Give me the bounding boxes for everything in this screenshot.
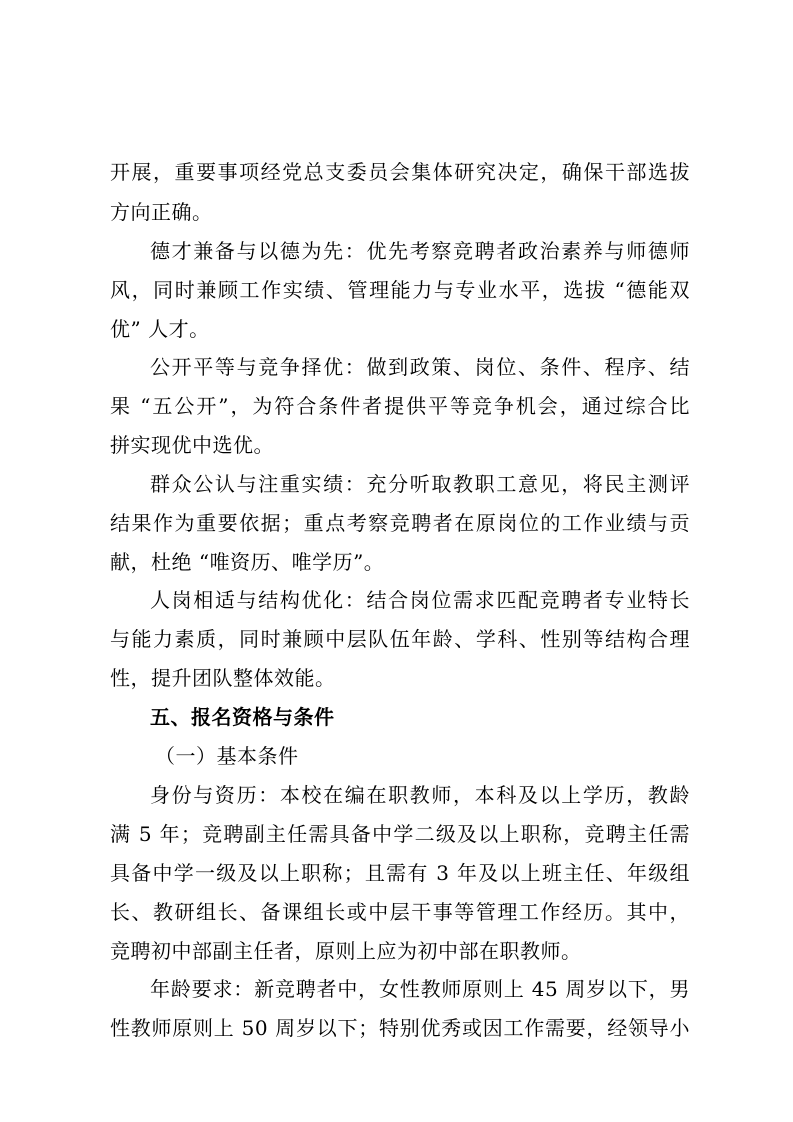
paragraph-line: 具备中学一级及以上职称；且需有 3 年及以上班主任、年级组 — [110, 861, 690, 885]
section-heading: 五、报名资格与条件 — [150, 705, 335, 729]
paragraph-line: 公开平等与竞争择优：做到政策、岗位、条件、程序、结 — [150, 355, 690, 379]
paragraph-line: 身份与资历：本校在编在职教师，本科及以上学历，教龄 — [150, 783, 690, 807]
paragraph-line: 与能力素质，同时兼顾中层队伍年龄、学科、性别等结构合理 — [110, 627, 690, 651]
paragraph-line: 结果作为重要依据；重点考察竞聘者在原岗位的工作业绩与贡 — [110, 511, 690, 535]
paragraph-line: 德才兼备与以德为先：优先考察竞聘者政治素养与师德师 — [150, 239, 690, 263]
paragraph-line: 性，提升团队整体效能。 — [110, 666, 336, 690]
paragraph-line: 人岗相适与结构优化：结合岗位需求匹配竞聘者专业特长 — [150, 588, 690, 612]
paragraph-line: 风，同时兼顾工作实绩、管理能力与专业水平，选拔 “德能双 — [110, 278, 690, 302]
paragraph-line: 优” 人才。 — [110, 317, 210, 341]
paragraph-line: 开展，重要事项经党总支委员会集体研究决定，确保干部选拔 — [110, 160, 690, 184]
paragraph-line: 方向正确。 — [110, 200, 213, 224]
paragraph-line: 拼实现优中选优。 — [110, 433, 274, 457]
paragraph-line: 果 “五公开”，为符合条件者提供平等竞争机会，通过综合比 — [110, 394, 690, 418]
paragraph-line: 性教师原则上 50 周岁以下；特别优秀或因工作需要，经领导小 — [110, 1016, 690, 1040]
paragraph-line: 满 5 年；竞聘副主任需具备中学二级及以上职称，竞聘主任需 — [110, 822, 690, 846]
subsection-heading: （一）基本条件 — [155, 744, 299, 768]
paragraph-line: 年龄要求：新竞聘者中，女性教师原则上 45 周岁以下，男 — [150, 977, 690, 1001]
paragraph-line: 献，杜绝 “唯资历、唯学历”。 — [110, 550, 385, 574]
paragraph-line: 竞聘初中部副主任者，原则上应为初中部在职教师。 — [110, 939, 582, 963]
paragraph-line: 长、教研组长、备课组长或中层干事等管理工作经历。其中， — [110, 900, 690, 924]
paragraph-line: 群众公认与注重实绩：充分听取教职工意见，将民主测评 — [150, 472, 690, 496]
